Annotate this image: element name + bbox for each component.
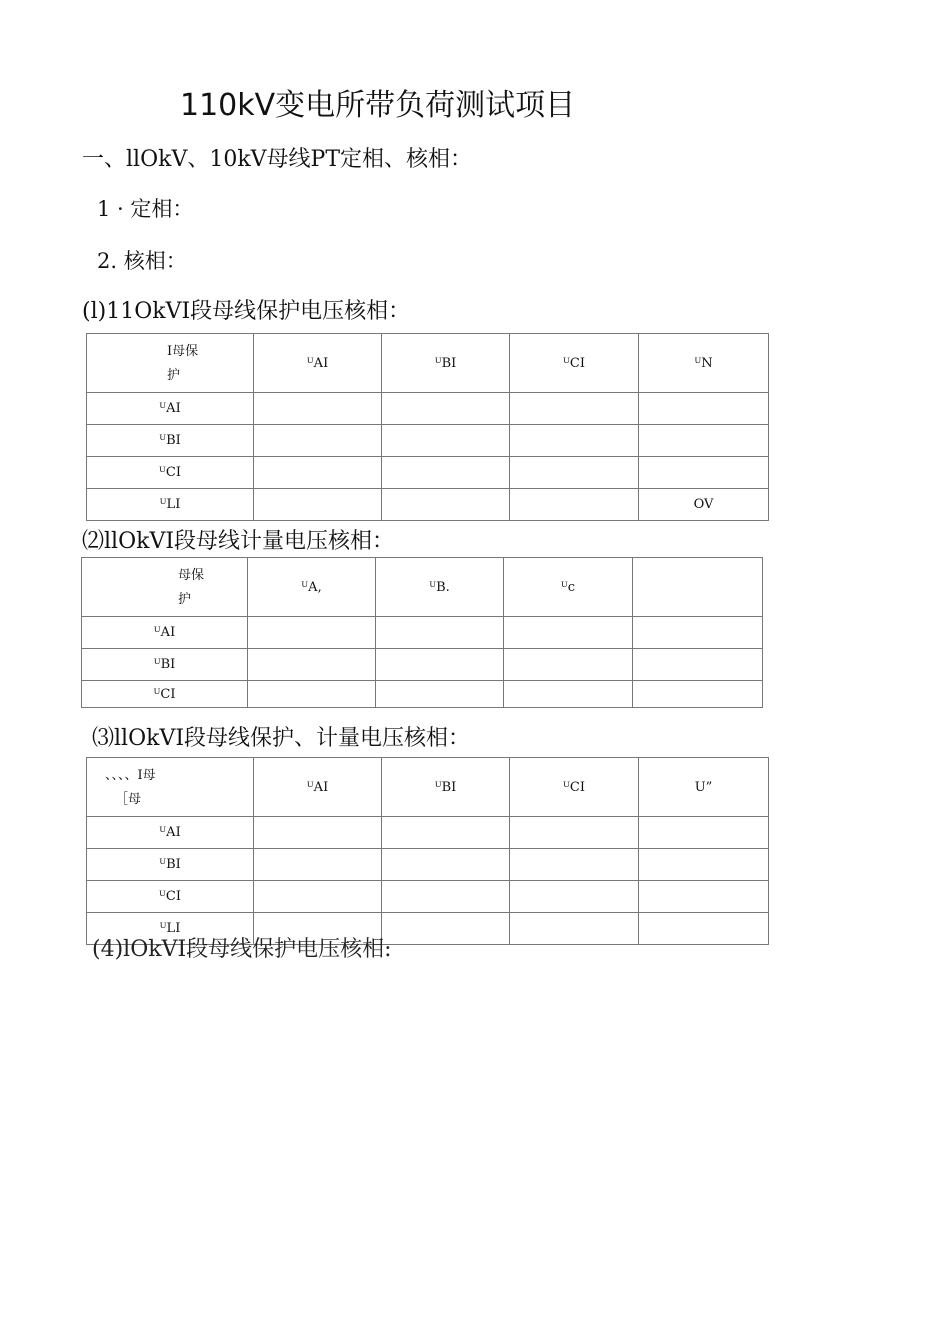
table3-corner-cell <box>87 758 254 817</box>
table1-corner-top: Ⅰ母保 <box>167 344 199 359</box>
table2-cell[interactable] <box>376 681 504 708</box>
table3-heading: ⑶llOkVⅠ段母线保护、计量电压核相： <box>92 726 471 751</box>
table1-corner-bottom: 护 <box>167 368 181 383</box>
table-bus-metering-voltage <box>81 557 763 708</box>
table3-cell[interactable] <box>382 817 510 849</box>
table1-row-header: ᵁCⅠ <box>87 457 254 489</box>
table1-row-header: ᵁLⅠ <box>87 489 254 521</box>
table3-col-header: ᵁBⅠ <box>382 758 510 817</box>
table3-cell[interactable] <box>254 849 382 881</box>
table3-cell[interactable] <box>639 913 769 945</box>
table2-corner-cell <box>82 558 248 617</box>
table2-cell[interactable] <box>504 649 633 681</box>
table3-cell[interactable] <box>254 881 382 913</box>
table2-cell[interactable] <box>633 617 763 649</box>
table2-cell[interactable] <box>376 617 504 649</box>
table2-col-header: ᵁB. <box>376 558 504 617</box>
table1-col-header: ᵁCⅠ <box>510 334 639 393</box>
table3-cell[interactable] <box>510 849 639 881</box>
table2-row-header: ᵁAⅠ <box>82 617 248 649</box>
table1-col-header: ᵁN <box>639 334 769 393</box>
table1-heading: (l)11OkVⅠ段母线保护电压核相： <box>82 299 411 324</box>
table1-cell[interactable] <box>254 425 382 457</box>
table2-col-header: ᵁc <box>504 558 633 617</box>
table3-row-header: ᵁLⅠ <box>87 913 254 945</box>
table1-cell[interactable] <box>254 393 382 425</box>
table1-cell[interactable] <box>510 393 639 425</box>
table3-cell[interactable] <box>639 849 769 881</box>
table2-cell[interactable] <box>248 649 376 681</box>
table2-cell[interactable] <box>504 617 633 649</box>
table1-cell[interactable] <box>254 457 382 489</box>
table1-col-header: ᵁAⅠ <box>254 334 382 393</box>
table3-row-header: ᵁBⅠ <box>87 849 254 881</box>
table3-cell[interactable] <box>254 817 382 849</box>
table3-cell[interactable] <box>510 817 639 849</box>
table3-cell[interactable] <box>510 881 639 913</box>
table2-corner-bottom: 护 <box>178 592 192 607</box>
table1-cell[interactable] <box>382 457 510 489</box>
table2-cell[interactable] <box>633 649 763 681</box>
section-heading-1: 一、llOkV、10kV母线PT定相、核相： <box>82 147 473 172</box>
table1-cell[interactable] <box>639 425 769 457</box>
table1-row-header: ᵁBⅠ <box>87 425 254 457</box>
table1-cell[interactable] <box>382 393 510 425</box>
table1-cell[interactable] <box>639 457 769 489</box>
table3-row-header: ᵁAⅠ <box>87 817 254 849</box>
table1-corner-cell <box>87 334 254 393</box>
table2-corner-top: 母保 <box>178 568 205 583</box>
table2-cell[interactable] <box>248 617 376 649</box>
table3-cell[interactable] <box>639 881 769 913</box>
table3-corner-bottom: ［母 <box>115 792 142 807</box>
table3-cell[interactable] <box>382 849 510 881</box>
table3-cell[interactable] <box>510 913 639 945</box>
table3-col-header: ᵁCⅠ <box>510 758 639 817</box>
table3-cell[interactable] <box>382 913 510 945</box>
table2-row-header: ᵁBⅠ <box>82 649 248 681</box>
table3-cell[interactable] <box>639 817 769 849</box>
table1-row-header: ᵁAⅠ <box>87 393 254 425</box>
table1-cell[interactable] <box>382 489 510 521</box>
table1-cell-ov[interactable]: OV <box>639 489 769 521</box>
table1-col-header: ᵁBⅠ <box>382 334 510 393</box>
table3-corner-top: 、、、、Ⅰ母 <box>105 768 156 783</box>
table1-cell[interactable] <box>254 489 382 521</box>
table2-col-header <box>633 558 763 617</box>
table1-cell[interactable] <box>510 425 639 457</box>
table3-col-header: U” <box>639 758 769 817</box>
table3-col-header: ᵁAⅠ <box>254 758 382 817</box>
table2-cell[interactable] <box>248 681 376 708</box>
table2-row-header: ᵁCⅠ <box>82 681 248 708</box>
table1-cell[interactable] <box>510 457 639 489</box>
table4-heading-partial: (4)lOkVⅠ段母线保护电压核相: <box>92 937 392 962</box>
table-bus-protection-voltage <box>86 333 769 521</box>
page-title: 110kV变电所带负荷测试项目 <box>180 88 576 123</box>
table1-cell[interactable] <box>639 393 769 425</box>
table2-cell[interactable] <box>633 681 763 708</box>
table1-cell[interactable] <box>510 489 639 521</box>
table3-cell[interactable] <box>382 881 510 913</box>
item-phasing: 1 · 定相： <box>97 197 194 221</box>
table1-cell[interactable] <box>382 425 510 457</box>
table2-cell[interactable] <box>376 649 504 681</box>
table2-col-header: ᵁA, <box>248 558 376 617</box>
item-phase-check: 2. 核相： <box>97 249 187 273</box>
table3-row-header: ᵁCⅠ <box>87 881 254 913</box>
table2-heading: ⑵llOkVⅠ段母线计量电压核相： <box>82 529 395 554</box>
table2-cell[interactable] <box>504 681 633 708</box>
